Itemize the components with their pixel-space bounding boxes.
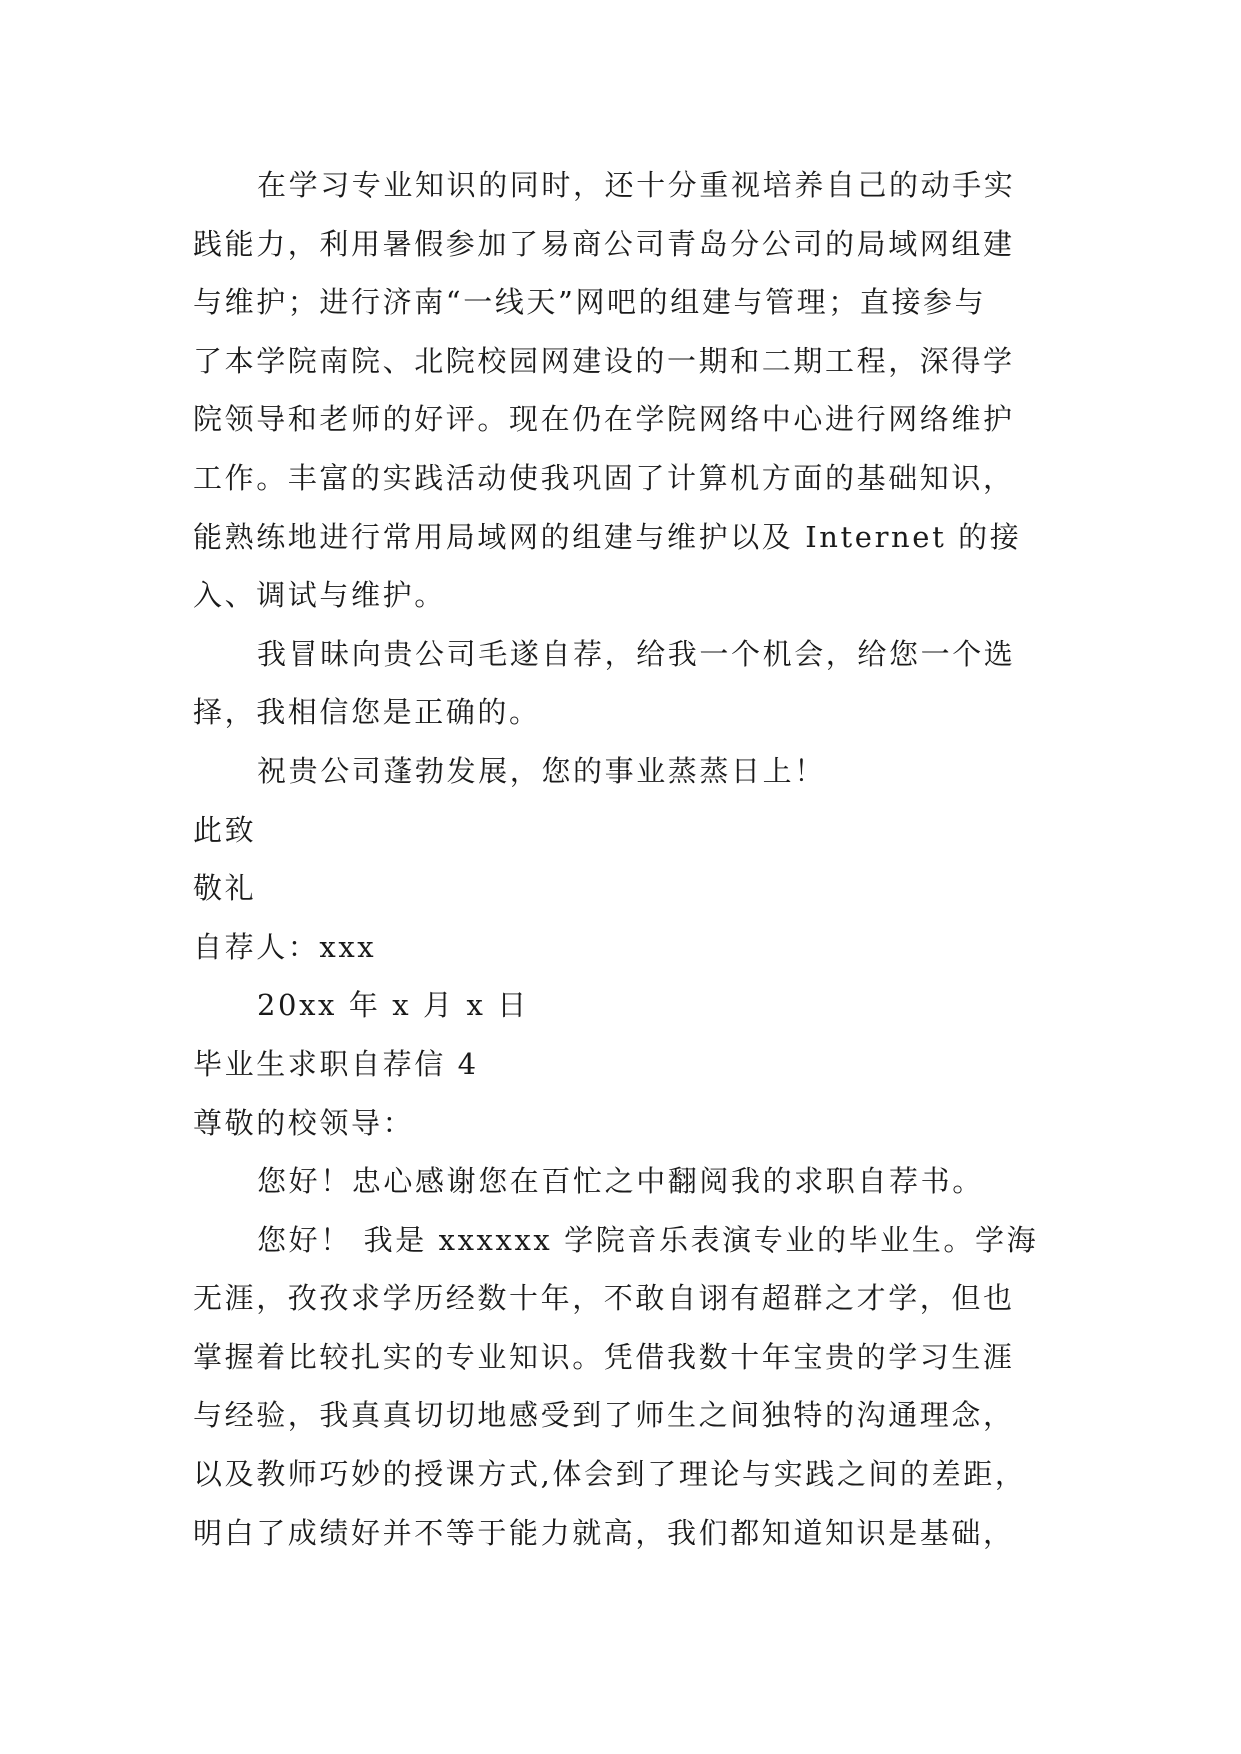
text-line: 我冒昧向贵公司毛遂自荐，给我一个机会，给您一个选	[257, 636, 1016, 671]
text-line: 能熟练地进行常用局域网的组建与维护以及 Internet 的接	[193, 519, 1022, 554]
text-line: 掌握着比较扎实的专业知识。凭借我数十年宝贵的学习生涯	[193, 1339, 1015, 1374]
text-line: 与经验，我真真切切地感受到了师生之间独特的沟通理念，	[193, 1398, 1015, 1433]
salutation-line: 此致	[193, 812, 257, 847]
date-line: 20xx 年 x 月 x 日	[257, 988, 529, 1023]
salutation-line: 敬礼	[193, 871, 257, 906]
text-line: 院领导和老师的好评。现在仍在学院网络中心进行网络维护	[193, 402, 1015, 437]
text-line: 您好！忠心感谢您在百忙之中翻阅我的求职自荐书。	[257, 1164, 984, 1199]
text-line: 工作。丰富的实践活动使我巩固了计算机方面的基础知识，	[193, 460, 1015, 495]
section-title: 毕业生求职自荐信 4	[193, 1046, 479, 1081]
text-line: 践能力，利用暑假参加了易商公司青岛分公司的局域网组建	[193, 226, 1015, 261]
text-line: 入、调试与维护。	[193, 578, 446, 613]
text-line: 无涯，孜孜求学历经数十年，不敢自诩有超群之才学，但也	[193, 1281, 1015, 1316]
text-line: 了本学院南院、北院校园网建设的一期和二期工程，深得学	[193, 343, 1015, 378]
greeting-line: 尊敬的校领导：	[193, 1105, 415, 1140]
text-line: 您好！ 我是 xxxxxx 学院音乐表演专业的毕业生。学海	[257, 1222, 1039, 1257]
signature-line: 自荐人：xxx	[193, 929, 377, 964]
text-line: 以及教师巧妙的授课方式,体会到了理论与实践之间的差距，	[193, 1457, 1027, 1492]
text-line: 与维护；进行济南“一线天”网吧的组建与管理；直接参与	[193, 285, 987, 320]
text-line: 明白了成绩好并不等于能力就高，我们都知道知识是基础，	[193, 1515, 1015, 1550]
text-line: 祝贵公司蓬勃发展，您的事业蒸蒸日上！	[257, 753, 826, 788]
document-page	[193, 156, 1053, 1562]
text-line: 择，我相信您是正确的。	[193, 695, 541, 730]
text-line: 在学习专业知识的同时，还十分重视培养自己的动手实	[257, 168, 1016, 202]
